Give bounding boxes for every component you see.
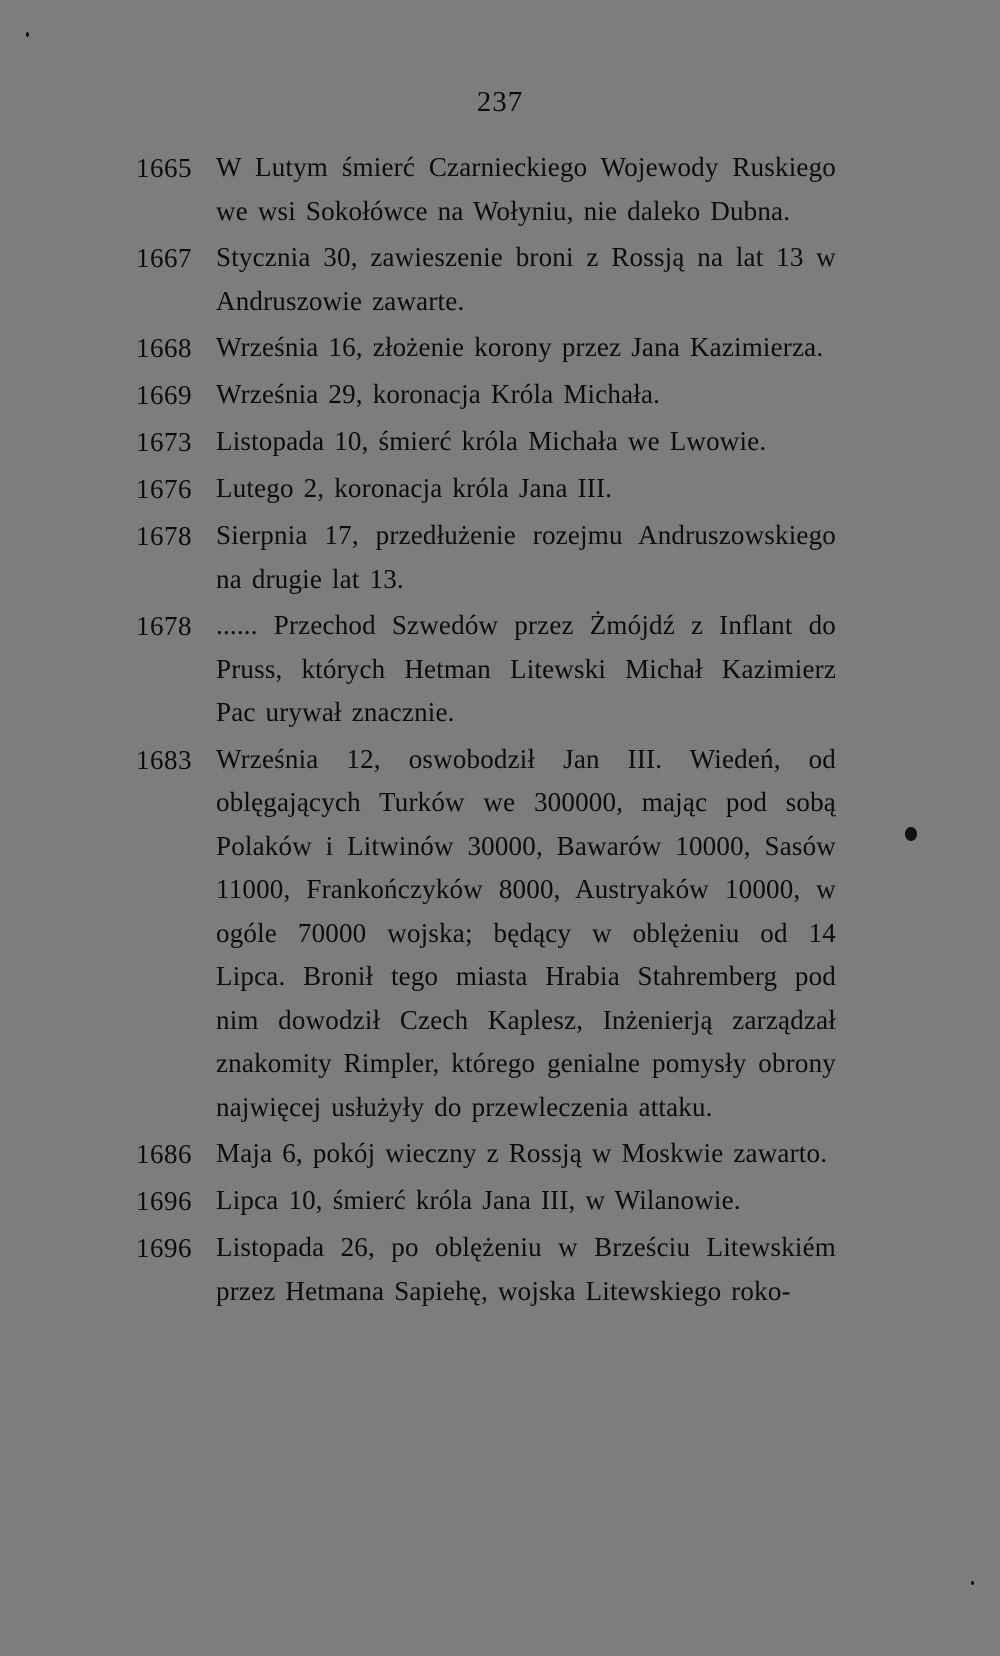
ink-speck — [26, 32, 29, 37]
chronology-entry — [136, 373, 836, 417]
entry-year: 1665 — [136, 153, 192, 183]
entry-text: Lutego 2, koronacja króla Jana III. — [216, 473, 613, 503]
chronology-entry — [136, 604, 836, 735]
chronology-entry — [136, 1179, 836, 1223]
chronology-entry — [136, 236, 836, 323]
entry-year: 1678 — [136, 611, 192, 641]
entry-text: Września 16, złożenie korony przez Jana Kazimierza. — [216, 332, 824, 362]
entry-text: Stycznia 30, zawieszenie broni z Rossją na lat 13 w Andruszowie zawarte. — [216, 242, 836, 316]
entry-text: W Lutym śmierć Czarnieckiego Wojewody Ruskiego we wsi Sokołówce na Wołyniu, nie daleko Dubna. — [216, 152, 836, 226]
page-number: 237 — [476, 86, 524, 118]
chronology-entry — [136, 738, 836, 1130]
entry-text: ...... Przechod Szwedów przez Żmójdź z Inflant do Pruss, których Hetman Litewski Michał Kazimierz Pac urywał znacznie. — [216, 610, 836, 727]
entry-year: 1668 — [136, 333, 192, 363]
entry-text: Lipca 10, śmierć króla Jana III, w Wilanowie. — [216, 1185, 741, 1215]
entry-year: 1678 — [136, 521, 192, 551]
chronology-entry — [136, 1132, 836, 1176]
entry-year: 1673 — [136, 427, 192, 457]
chronology-entry — [136, 420, 836, 464]
entry-year: 1676 — [136, 474, 192, 504]
entry-text: Listopada 10, śmierć króla Michała we Lwowie. — [216, 426, 767, 456]
chronology-list — [136, 146, 836, 1316]
chronology-entry — [136, 1226, 836, 1313]
entry-text: Listopada 26, po oblężeniu w Brześciu Litewskiém przez Hetmana Sapiehę, wojska Litewskiego roko- — [216, 1232, 836, 1306]
entry-text: Maja 6, pokój wieczny z Rossją w Moskwie zawarto. — [216, 1138, 828, 1168]
entry-year: 1683 — [136, 744, 192, 775]
chronology-entry — [136, 467, 836, 511]
ink-speck — [971, 1581, 974, 1585]
entry-year: 1696 — [136, 1233, 192, 1263]
entry-text: Września 29, koronacja Króla Michała. — [216, 379, 661, 409]
ink-speck — [905, 827, 917, 841]
chronology-entry — [136, 514, 836, 601]
entry-year: 1669 — [136, 380, 192, 410]
entry-year: 1686 — [136, 1139, 192, 1169]
entry-text: Sierpnia 17, przedłużenie rozejmu Andruszowskiego na drugie lat 13. — [216, 520, 836, 594]
entry-year: 1667 — [136, 243, 192, 273]
chronology-entry — [136, 326, 836, 370]
chronology-entry — [136, 146, 836, 233]
entry-text: Września 12, oswobodził Jan III. Wiedeń, od oblęgających Turków we 300000, mając pod sobą Polaków i Litwinów 30000, Bawarów 10000, Sasów 11000, Frankończyków 8000, Austryaków 10000, w ogóle 70000 wojska; będący w oblężeniu od 14 Lipca. Bronił tego miasta Hrabia Stahremberg pod nim dowodził Czech Kaplesz, Inżenierją zarządzał znakomity Rimpler, którego genialne pomysły obrony najwięcej usłużyły do przewleczenia attaku. — [216, 743, 836, 1122]
entry-year: 1696 — [136, 1186, 192, 1216]
